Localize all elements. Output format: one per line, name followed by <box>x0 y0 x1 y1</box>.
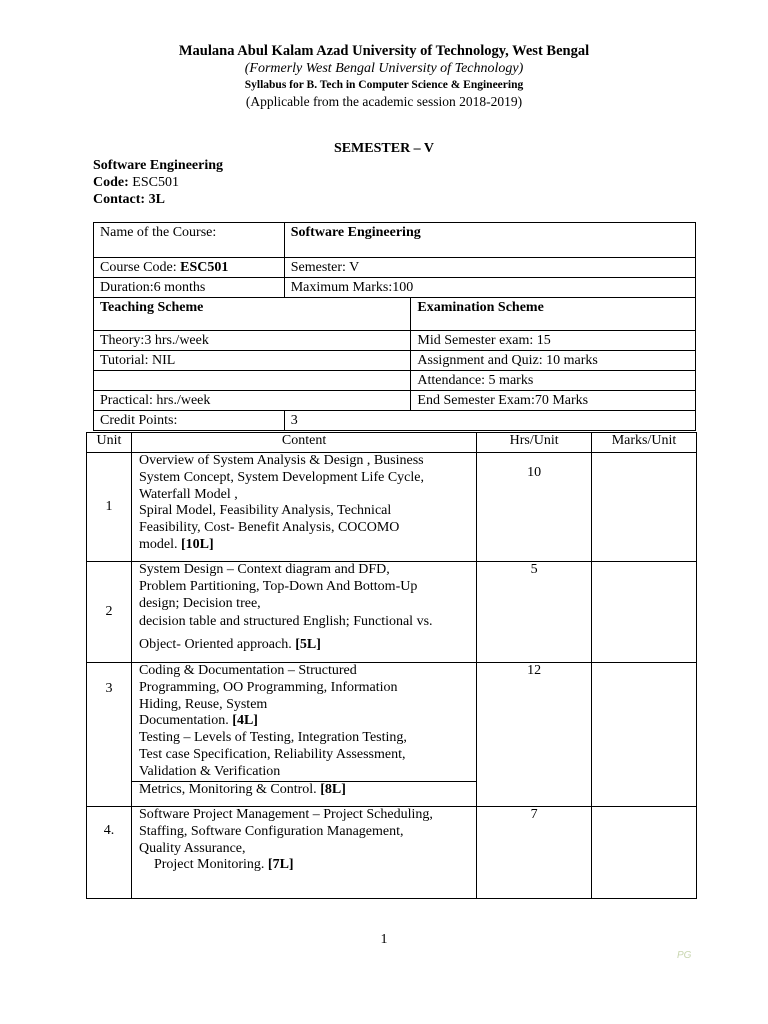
assignment-cell: Assignment and Quiz: 10 marks <box>411 351 696 371</box>
unit-content: System Design – Context diagram and DFD, Problem Partitioning, Top-Down And Bottom-Up design; Decision tree, decision table and structured English; Functional vs. Object- Oriented approach. [5L] <box>131 562 476 663</box>
contact-value: 3L <box>148 192 165 207</box>
unit-content: Coding & Documentation – Structured Programming, OO Programming, Information Hiding, Reuse, System Documentation. [4L] Testing – Levels of Testing, Integration Testing, Test case Specification, Reliability Assessment, Validation & Verification Metrics, Monitoring & Control. [8L] <box>131 663 476 807</box>
unit-header: Unit <box>87 433 132 453</box>
unit-hrs: 5 <box>477 562 592 663</box>
unit-hrs: 10 <box>477 453 592 562</box>
semester-heading: SEMESTER – V <box>333 141 435 156</box>
units-table <box>86 432 697 899</box>
course-name-value: Software Engineering <box>284 223 695 258</box>
marks-header: Marks/Unit <box>592 433 697 453</box>
attendance-cell: Attendance: 5 marks <box>411 371 696 391</box>
unit-number: 3 <box>87 663 132 807</box>
unit-number: 2 <box>87 562 132 663</box>
unit-marks <box>592 453 697 562</box>
tutorial-cell: Tutorial: NIL <box>94 351 411 371</box>
duration-cell: Duration:6 months <box>94 278 285 298</box>
max-marks-cell: Maximum Marks:100 <box>284 278 695 298</box>
unit-marks <box>592 663 697 807</box>
watermark: PG <box>677 950 692 961</box>
unit-marks <box>592 562 697 663</box>
hrs-header: Hrs/Unit <box>477 433 592 453</box>
page-number: 1 <box>380 932 388 947</box>
unit-number: 1 <box>87 453 132 562</box>
formerly-name: (Formerly West Bengal University of Technology) <box>244 61 524 76</box>
applicable-session: (Applicable from the academic session 2018-2019) <box>245 94 523 109</box>
code-value: ESC501 <box>132 175 179 190</box>
course-code-line <box>93 175 179 191</box>
code-label: Code: <box>93 175 129 190</box>
theory-cell: Theory:3 hrs./week <box>94 331 411 351</box>
unit-number: 4. <box>87 807 132 899</box>
exam-scheme-heading: Examination Scheme <box>411 298 696 331</box>
practical-cell: Practical: hrs./week <box>94 391 411 411</box>
mid-sem-cell: Mid Semester exam: 15 <box>411 331 696 351</box>
unit-content: Software Project Management – Project Scheduling, Staffing, Software Configuration Management, Quality Assurance, Project Monitoring. [7L] <box>131 807 476 899</box>
unit-hrs: 7 <box>477 807 592 899</box>
university-name: Maulana Abul Kalam Azad University of Technology, West Bengal <box>178 43 590 59</box>
blank-cell <box>94 371 411 391</box>
syllabus-title: Syllabus for B. Tech in Computer Science & Engineering <box>244 79 524 91</box>
teaching-scheme-heading: Teaching Scheme <box>94 298 411 331</box>
course-info-table <box>93 222 696 431</box>
course-code-cell: Course Code: ESC501 <box>94 258 285 278</box>
credit-value-cell: 3 <box>284 411 695 431</box>
unit-hrs: 12 <box>477 663 592 807</box>
content-header: Content <box>131 433 476 453</box>
end-sem-cell: End Semester Exam:70 Marks <box>411 391 696 411</box>
contact-label: Contact: <box>93 192 146 207</box>
unit-content: Overview of System Analysis & Design , Business System Concept, System Development Life Cycle, Waterfall Model , Spiral Model, Feasibility Analysis, Technical Feasibility, Cost- Benefit Analysis, COCOMO model. [10L] <box>131 453 476 562</box>
course-title: Software Engineering <box>93 158 224 173</box>
semester-cell: Semester: V <box>284 258 695 278</box>
contact-line <box>93 192 165 208</box>
course-name-label: Name of the Course: <box>94 223 285 258</box>
credit-label-cell: Credit Points: <box>94 411 285 431</box>
unit-marks <box>592 807 697 899</box>
